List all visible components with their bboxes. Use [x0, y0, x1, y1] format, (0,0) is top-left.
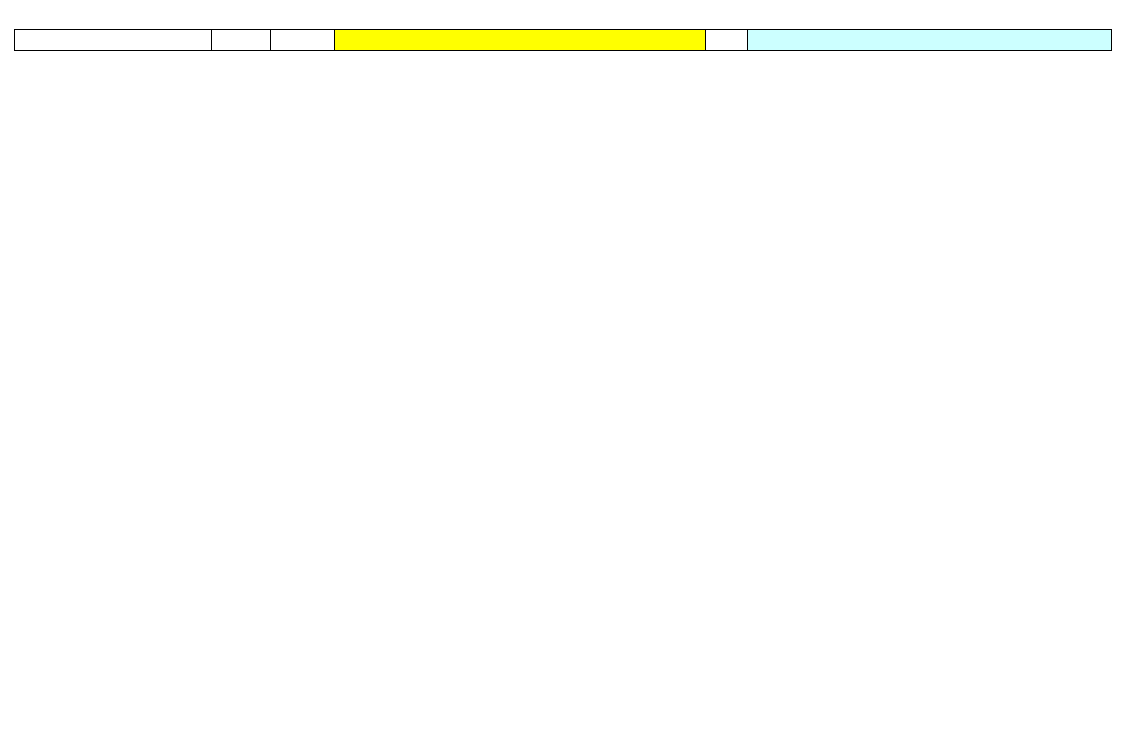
header-rencontre [15, 30, 212, 51]
header-asrgg2 [748, 30, 1112, 51]
header-date [271, 30, 335, 51]
calendar-table [14, 29, 1112, 51]
header-ch [706, 30, 748, 51]
header-asrgg1 [335, 30, 706, 51]
header-row [15, 30, 1112, 51]
